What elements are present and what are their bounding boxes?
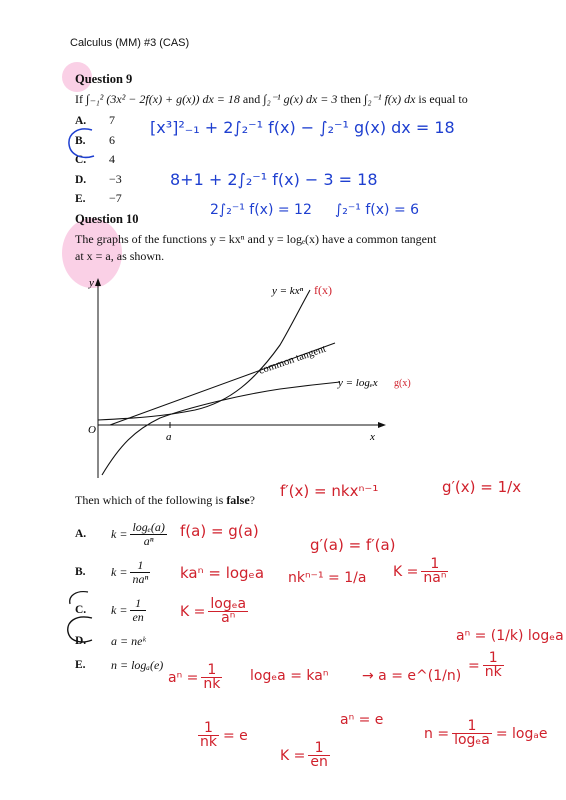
q10-option-d[interactable]: D. a = neᵏ (75, 633, 146, 648)
q10-note-eq13: $\frac{1}{nk}$ = e (200, 720, 248, 750)
option-c[interactable]: C. 4 (75, 152, 115, 166)
question-10-stem-line1: The graphs of the functions y = kxⁿ and y = logₑ(x) have a common tangent (75, 232, 437, 246)
q10-note-eq10: logₑa = kaⁿ (250, 668, 329, 684)
question-10-title: Question 10 (75, 212, 139, 226)
q9-note-4: ∫₂⁻¹ f(x) = 6 (335, 202, 420, 218)
stem-then: then (340, 92, 362, 106)
curve-log (102, 382, 340, 475)
label-x: x (370, 431, 375, 443)
x-axis-arrow (378, 422, 386, 428)
answer-circle-q9 (64, 124, 104, 164)
q10-note-eq5: K = $\frac{1}{\text{naⁿ}}$ (393, 556, 447, 586)
q10-note-eq6: K = $\frac{\text{logₑa}}{\text{aⁿ}}$ (180, 596, 247, 626)
integral-3: ∫₂⁻¹ f(x) dx (364, 92, 416, 106)
option-d[interactable]: D. −3 (75, 171, 122, 186)
q10-note-deriv-f: f′(x) = nkxⁿ⁻¹ (280, 482, 379, 500)
q10-note-eq4: nkⁿ⁻¹ = 1/a (288, 570, 367, 586)
q10-option-a[interactable]: A. k = $\frac{\text{logₑ(a)}}{\text{aⁿ}}$ (75, 519, 165, 548)
hand-label-f: f(x) (314, 283, 332, 297)
q10-option-e[interactable]: E. n = logₐ(e) (75, 657, 164, 672)
q10-option-c[interactable]: C. k = $\frac{1}{en}$ (75, 595, 144, 624)
y-axis-arrow (95, 278, 101, 286)
integral-2: ∫₂⁻¹ g(x) dx = 3 (263, 92, 338, 106)
q10-note-eq14: K = $\frac{1}{en}$ (280, 740, 328, 770)
q10-note-eq15: n = $\frac{1}{\text{logₑa}}$ = logₐe (424, 718, 548, 748)
tangent-graph (80, 270, 411, 495)
prompt-text: Then which of the following is (75, 493, 224, 507)
answer-circles-q10 (62, 588, 102, 646)
question-10-prompt (75, 493, 255, 508)
q10-note-eq7: aⁿ = (1/k) logₑa (456, 628, 564, 644)
option-a[interactable]: A. 7 (75, 113, 115, 127)
q10-note-eq1: f(a) = g(a) (180, 522, 259, 540)
integral-1: ∫₋₁² (3x² − 2f(x) + g(x)) dx = 18 (86, 92, 240, 106)
stem-if: If (75, 92, 83, 106)
question-9-title: Question 9 (75, 72, 133, 86)
prompt-false: false (226, 493, 250, 507)
q10-note-eq12: aⁿ = e (340, 712, 384, 728)
label-y: y (89, 277, 94, 289)
q10-option-b[interactable]: B. k = $\frac{1}{\text{naⁿ}}$ (75, 557, 149, 586)
label-common-tangent: common tangent (257, 343, 328, 377)
q10-note-eq9: aⁿ = $\frac{1}{nk}$ (168, 662, 221, 692)
hand-label-g: g(x) (394, 378, 411, 389)
q10-note-eq8: = $\frac{1}{nk}$ (468, 650, 502, 680)
prompt-end: ? (249, 493, 255, 507)
q10-note-deriv-g: g′(x) = 1/x (442, 478, 522, 496)
q9-note-2: 8+1 + 2∫₂⁻¹ f(x) − 3 = 18 (170, 170, 378, 189)
label-curve-log: y = logₑx (338, 377, 378, 389)
stem-end: is equal to (418, 92, 468, 106)
q10-note-eq2: g′(a) = f′(a) (310, 536, 396, 554)
option-b[interactable]: B. 6 (75, 132, 115, 147)
document-header: Calculus (MM) #3 (CAS) (70, 37, 190, 49)
stem-and: and (242, 92, 261, 106)
q10-note-eq11: → a = e^(1/n) (362, 668, 462, 684)
q9-note-1: [x³]²₋₁ + 2∫₂⁻¹ f(x) − ∫₂⁻¹ g(x) dx = 18 (150, 118, 455, 137)
label-origin: O (88, 424, 96, 436)
label-a: a (166, 431, 172, 443)
q9-note-3: 2∫₂⁻¹ f(x) = 12 (210, 202, 312, 218)
question-10-stem-line2: at x = a, as shown. (75, 249, 165, 263)
label-curve-power: y = kxⁿ (272, 285, 304, 297)
option-e[interactable]: E. −7 (75, 191, 122, 205)
question-9-stem (75, 92, 468, 107)
curve-power (98, 290, 310, 420)
q10-note-eq3: kaⁿ = logₑa (180, 564, 265, 582)
